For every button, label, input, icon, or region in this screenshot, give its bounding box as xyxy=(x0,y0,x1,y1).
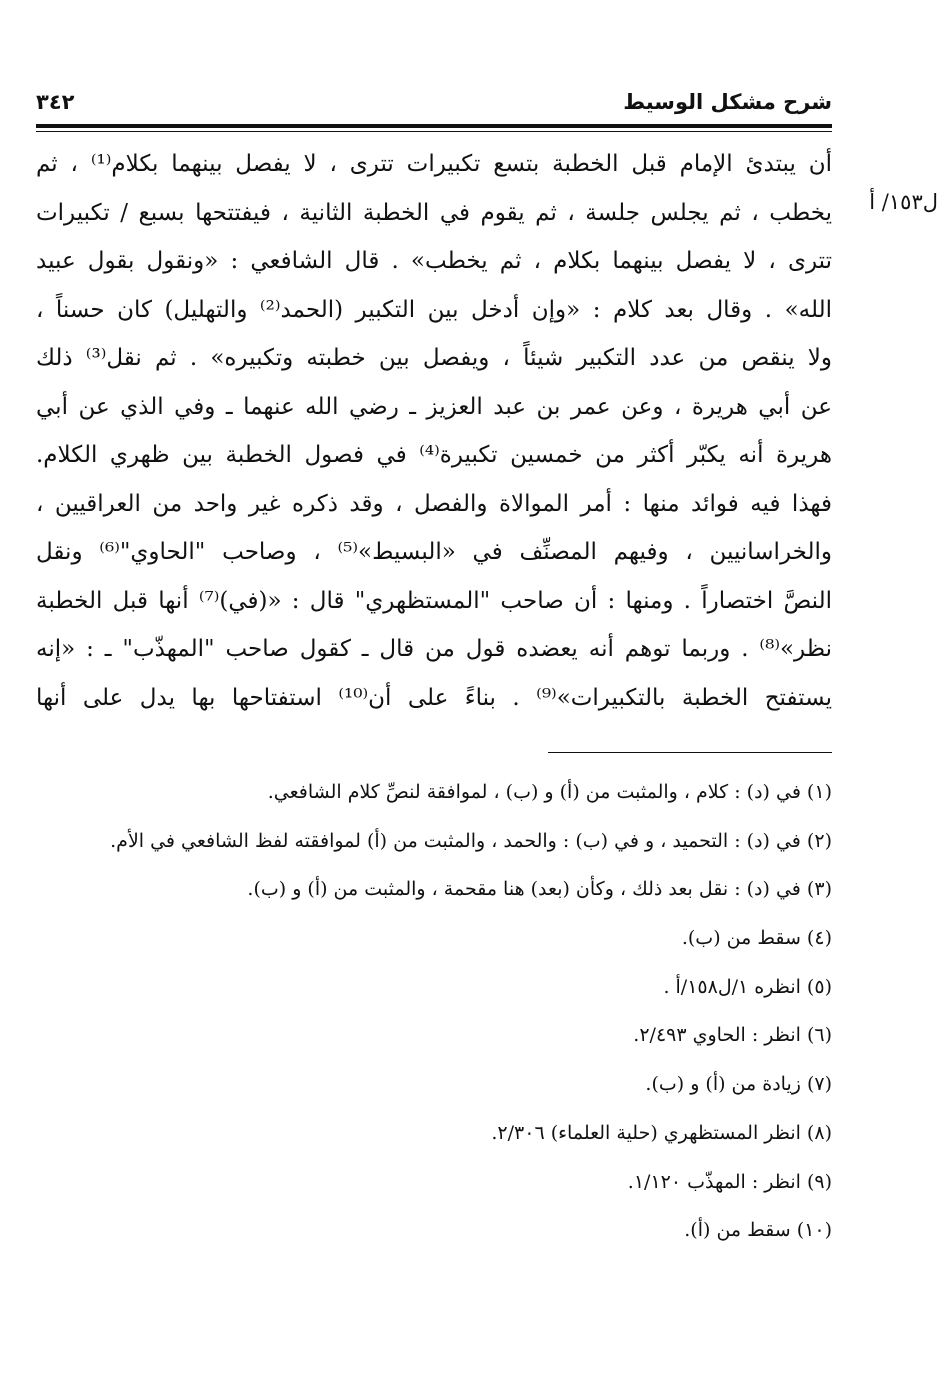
book-title: شرح مشكل الوسيط xyxy=(623,90,832,114)
footnote: (٦) انظر : الحاوي ٢/٤٩٣. xyxy=(633,1024,832,1047)
text-line: هريرة أنه يكبّر أكثر من خمسين تكبيرة⁽⁴⁾ في فصول الخطبة بين ظهري الكلام. xyxy=(36,442,832,468)
footnote-separator xyxy=(548,752,832,753)
text-line: يستفتح الخطبة بالتكبيرات»⁽⁹⁾ . بناءً على أن⁽¹⁰⁾ استفتاحها بها يدل على أنها xyxy=(36,684,832,711)
text-line: يخطب ، ثم يجلس جلسة ، ثم يقوم في الخطبة الثانية ، فيفتتحها بسبع / تكبيرات xyxy=(36,199,832,226)
text-line: ولا ينقص من عدد التكبير شيئاً ، ويفصل بين خطبته وتكبيره» . ثم نقل⁽³⁾ ذلك xyxy=(36,345,832,371)
footnote: (٤) سقط من (ب). xyxy=(681,927,832,950)
footnote: (٣) في (د) : نقل بعد ذلك ، وكأن (بعد) هنا مقحمة ، والمثبت من (أ) و (ب). xyxy=(247,878,832,901)
footnote: (٢) في (د) : التحميد ، و في (ب) : والحمد ، والمثبت من (أ) لموافقته لفظ الشافعي في الأم. xyxy=(110,829,832,852)
footnotes xyxy=(110,768,832,1255)
footnote: (١٠) سقط من (أ). xyxy=(684,1219,832,1242)
footnote: (٧) زيادة من (أ) و (ب). xyxy=(645,1073,832,1096)
text-line: تترى ، لا يفصل بينهما بكلام ، ثم يخطب» . قال الشافعي : «ونقول بقول عبيد xyxy=(36,248,832,274)
footnote: (٩) انظر : المهذّب ١/١٢٠. xyxy=(627,1170,832,1193)
text-line: الله» . وقال بعد كلام : «وإن أدخل بين التكبير (الحمد⁽²⁾ والتهليل) كان حسناً ، xyxy=(36,296,832,323)
manuscript-folio-note: ل١٥٣/ أ xyxy=(869,190,938,214)
text-line: والخراسانيين ، وفيهم المصنِّف في «البسيط»⁽⁵⁾ ، وصاحب "الحاوي"⁽⁶⁾ ونقل xyxy=(36,539,832,565)
page-number: ٣٤٢ xyxy=(36,90,75,114)
text-line: فهذا فيه فوائد منها : أمر الموالاة والفصل ، وقد ذكره غير واحد من العراقيين ، xyxy=(36,490,832,517)
text-line: عن أبي هريرة ، وعن عمر بن عبد العزيز ـ رضي الله عنهما ـ وفي الذي عن أبي xyxy=(36,393,832,420)
text-line: نظر»⁽⁸⁾ . وربما توهم أنه يعضده قول من قال ـ كقول صاحب "المهذّب" ـ : «إنه xyxy=(36,636,832,662)
header-rule-thick xyxy=(36,124,832,128)
text-line: أن يبتدئ الإمام قبل الخطبة بتسع تكبيرات تترى ، لا يفصل بينهما بكلام⁽¹⁾ ، ثم xyxy=(36,151,832,177)
footnote: (٨) انظر المستظهري (حلية العلماء) ٢/٣٠٦. xyxy=(491,1121,832,1144)
footnote: (١) في (د) : كلام ، والمثبت من (أ) و (ب) ، لموافقة لنصِّ كلام الشافعي. xyxy=(267,781,832,803)
text-line: النصَّ اختصاراً . ومنها : أن صاحب "المستظهري" قال : «(في)⁽⁷⁾ أنها قبل الخطبة xyxy=(36,587,832,614)
running-header xyxy=(36,88,832,124)
footnote: (٥) انظره ١/ل١٥٨/أ . xyxy=(663,975,832,998)
header-rule-thin xyxy=(36,131,832,132)
main-text xyxy=(36,140,832,722)
